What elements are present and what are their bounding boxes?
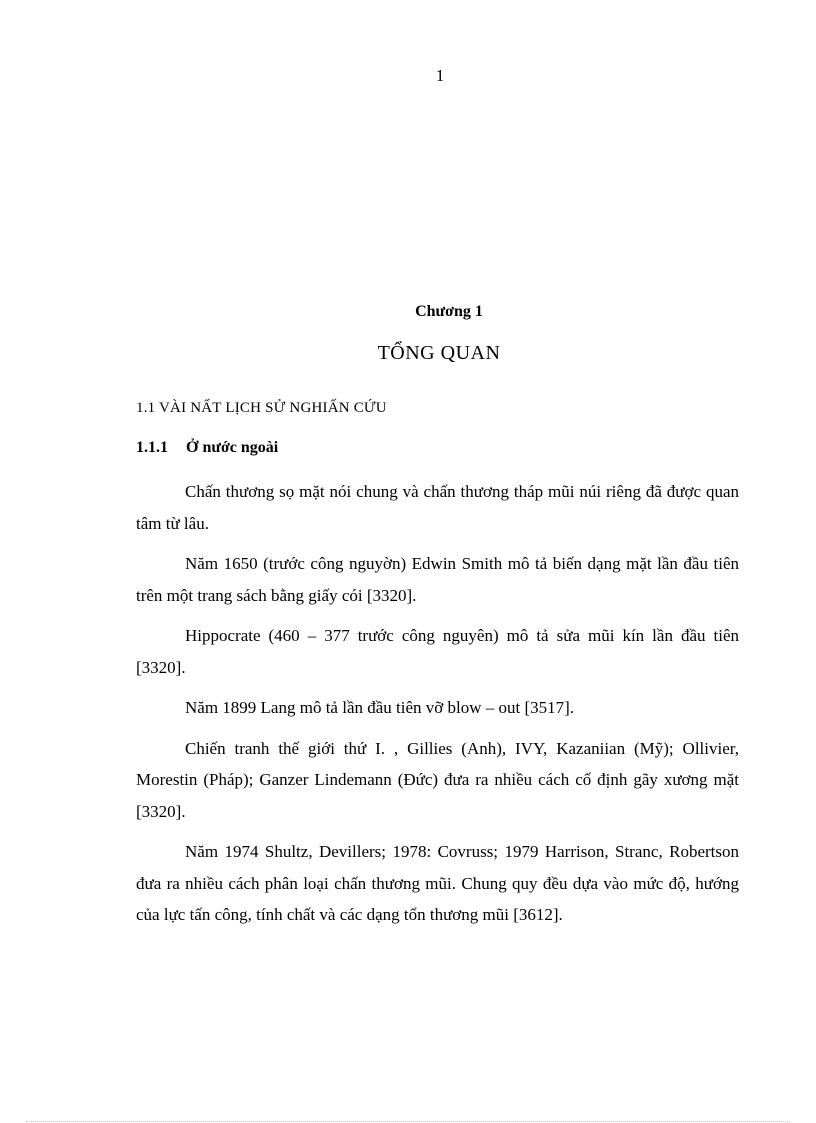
subsection-title: Ở nước ngoài (186, 439, 279, 456)
page-bottom-rule (26, 1121, 790, 1122)
chapter-title: TỔNG QUAN (377, 342, 501, 364)
paragraph: Chấn thương sọ mặt nói chung và chấn thương tháp mũi núi riêng đã được quan tâm từ lâu. (136, 482, 739, 533)
page-number: 1 (435, 66, 445, 85)
section-heading: 1.1 VÀI NẤT LỊCH SỬ NGHIẤN CỨU (136, 400, 387, 416)
paragraph: Năm 1650 (trước công nguyờn) Edwin Smith mô tả biến dạng mặt lần đầu tiên trên một trang sách bằng giấy cói [3320]. (136, 554, 739, 605)
paragraph: Hippocrate (460 – 377 trước công nguyên) mô tả sửa mũi kín lần đầu tiên [3320]. (136, 626, 739, 677)
paragraph: Năm 1899 Lang mô tả lần đầu tiên vỡ blow – out [3517]. (185, 698, 575, 717)
paragraph: Chiến tranh thế giới thứ I. , Gillies (Anh), IVY, Kazaniian (Mỹ); Ollivier, Morestin (Pháp); Ganzer Lindemann (Đức) đưa ra nhiều cách cố định gãy xương mặt [3320]. (136, 738, 739, 821)
paragraph: Năm 1974 Shultz, Devillers; 1978: Covruss; 1979 Harrison, Stranc, Robertson đưa ra nhiều cách phân loại chấn thương mũi. Chung quy đều dựa vào mức độ, hướng của lực tấn công, tính chất và các dạng tổn thương mũi [3612]. (136, 842, 739, 924)
subsection-number: 1.1.1 (136, 439, 168, 456)
body-text (136, 476, 739, 940)
subsection-heading (136, 439, 278, 457)
chapter-label: Chương 1 (415, 303, 483, 320)
